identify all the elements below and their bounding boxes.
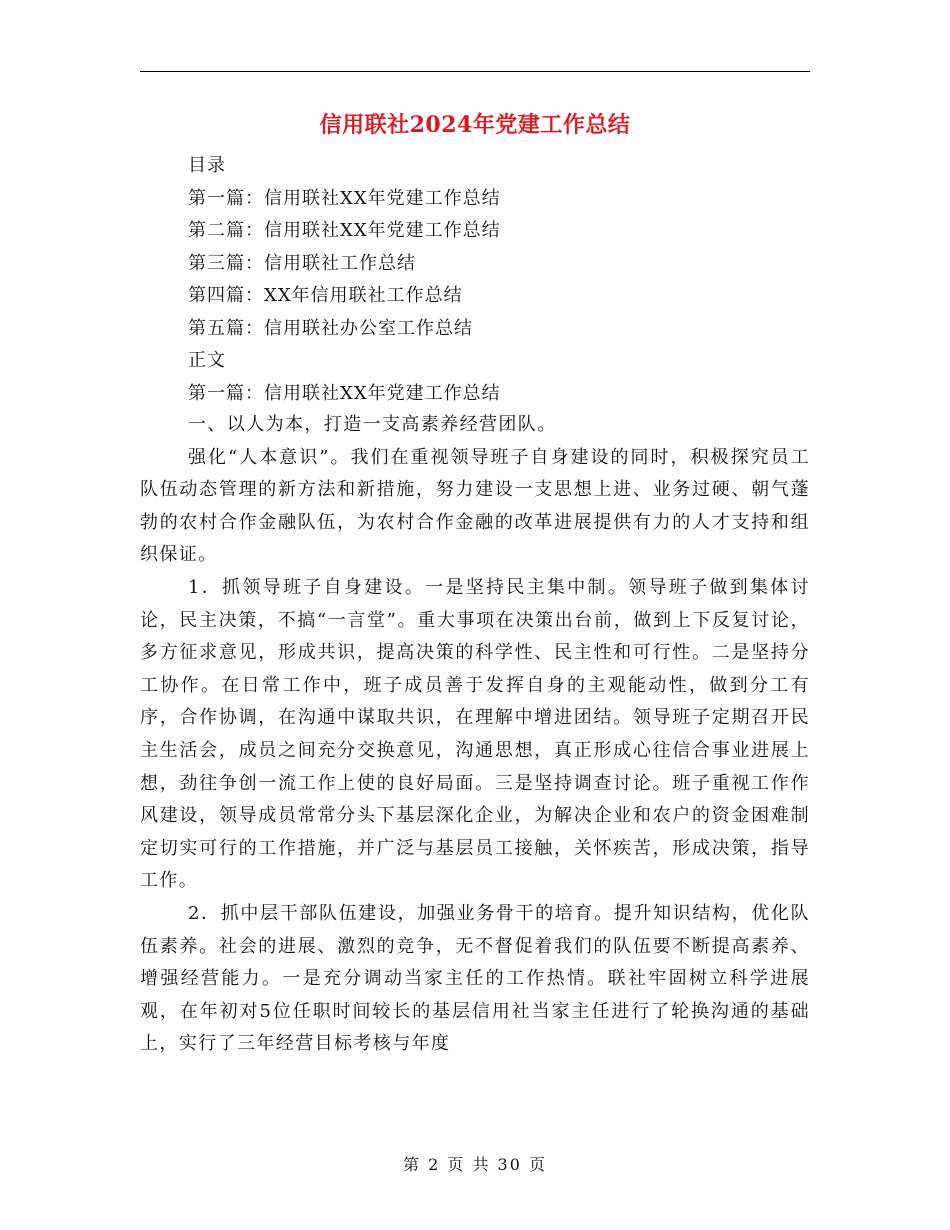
table-of-contents — [188, 150, 808, 410]
toc-item: 第三篇：信用联社工作总结 — [188, 252, 416, 274]
paragraph: 2．抓中层干部队伍建设，加强业务骨干的培育。提升知识结构，优化队伍素养。社会的进展、激烈的竞争，无不督促着我们的队伍要不断提高素养、增强经营能力。一是充分调动当家主任的工作热情。联社牢固树立科学进展观，在年初对5位任职时间较长的基层信用社当家主任进行了轮换沟通的基础上，实行了三年经营目标考核与年度 — [140, 902, 810, 1055]
header-rule — [140, 71, 810, 72]
toc-item: 第四篇：XX年信用联社工作总结 — [188, 285, 463, 306]
body-text — [140, 409, 810, 1061]
toc-item: 第五篇：信用联社办公室工作总结 — [188, 317, 473, 339]
page-footer: 第 2 页 共 30 页 — [403, 1155, 547, 1174]
toc-item: 第二篇：信用联社XX年党建工作总结 — [188, 220, 501, 241]
paragraph: 强化“人本意识”。我们在重视领导班子自身建设的同时，积极探究员工队伍动态管理的新方法和新措施，努力建设一支思想上进、业务过硬、朝气蓬勃的农村合作金融队伍，为农村合作金融的改革进展提供有力的人才支持和组织保证。 — [140, 446, 810, 566]
toc-heading: 目录 — [188, 155, 226, 176]
toc-item: 第一篇：信用联社XX年党建工作总结 — [188, 187, 501, 209]
document-title: 信用联社2024年党建工作总结 — [319, 112, 631, 138]
chapter-title: 第一篇：信用联社XX年党建工作总结 — [188, 382, 501, 404]
paragraph: 1．抓领导班子自身建设。一是坚持民主集中制。领导班子做到集体讨论，民主决策，不搞“一言堂”。重大事项在决策出台前，做到上下反复讨论，多方征求意见，形成共识，提高决策的科学性、民主性和可行性。二是坚持分工协作。在日常工作中，班子成员善于发挥自身的主观能动性，做到分工有序，合作协调，在沟通中谋取共识，在理解中增进团结。领导班子定期召开民主生活会，成员之间充分交换意见，沟通思想，真正形成心往信合事业进展上想，劲往争创一流工作上使的良好局面。三是坚持调查讨论。班子重视工作作风建设，领导成员常常分头下基层深化企业，为解决企业和农户的资金困难制定切实可行的工作措施，并广泛与基层员工接触，关怀疾苦，形成决策，指导工作。 — [140, 576, 810, 892]
body-heading: 正文 — [188, 350, 226, 371]
section-heading: 一、以人为本，打造一支高素养经营团队。 — [188, 414, 557, 435]
